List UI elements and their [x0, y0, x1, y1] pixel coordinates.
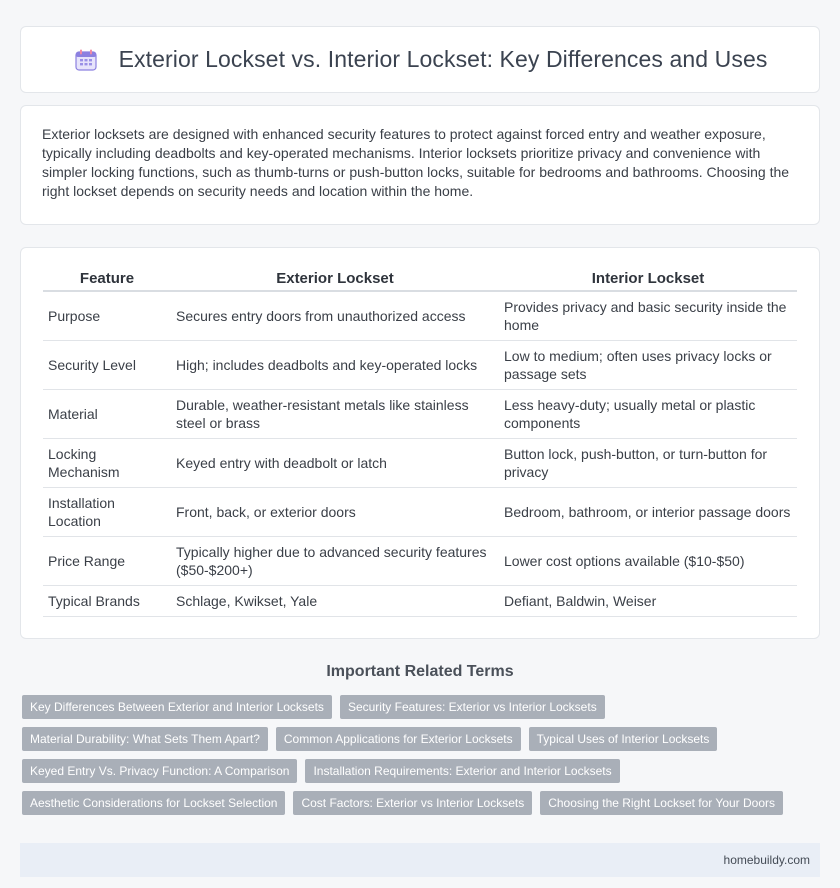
row-feature: Locking Mechanism — [43, 438, 171, 487]
table-header-row — [43, 266, 797, 291]
row-feature: Security Level — [43, 340, 171, 389]
related-term-tag[interactable]: Security Features: Exterior vs Interior Locksets — [340, 695, 605, 719]
row-interior: Less heavy-duty; usually metal or plastic components — [499, 389, 797, 438]
row-feature: Typical Brands — [43, 585, 171, 616]
table-row — [43, 438, 797, 487]
related-term-tag[interactable]: Common Applications for Exterior Locksets — [276, 727, 521, 751]
table-row — [43, 585, 797, 616]
column-header-exterior: Exterior Lockset — [171, 266, 499, 291]
related-term-tag[interactable]: Choosing the Right Lockset for Your Doors — [540, 791, 783, 815]
table-row — [43, 340, 797, 389]
related-term-tag[interactable]: Material Durability: What Sets Them Apart? — [22, 727, 268, 751]
related-terms-list — [22, 695, 820, 823]
row-exterior: Keyed entry with deadbolt or latch — [171, 438, 499, 487]
table-row — [43, 389, 797, 438]
intro-text: Exterior locksets are designed with enhanced security features to protect against forced entry and weather exposure, typically including deadbolts and key-operated mechanisms. Interior locksets prioritize privacy and convenience with simpler locking functions, such as thumb-turns or push-button locks, suitable for bedrooms and bathrooms. Choosing the right lockset depends on security needs and location within the home. — [42, 126, 790, 199]
related-term-tag[interactable]: Key Differences Between Exterior and Interior Locksets — [22, 695, 332, 719]
related-term-tag[interactable]: Aesthetic Considerations for Lockset Selection — [22, 791, 285, 815]
row-interior: Provides privacy and basic security inside the home — [499, 291, 797, 340]
row-exterior: Typically higher due to advanced security features ($50-$200+) — [171, 536, 499, 585]
page-title: Exterior Lockset vs. Interior Lockset: Key Differences and Uses — [118, 46, 768, 72]
related-term-tag[interactable]: Installation Requirements: Exterior and Interior Locksets — [305, 759, 619, 783]
comparison-table-card — [20, 247, 820, 639]
related-terms-title: Important Related Terms — [326, 663, 514, 680]
row-feature: Material — [43, 389, 171, 438]
comparison-table — [43, 266, 797, 617]
row-exterior: High; includes deadbolts and key-operated locks — [171, 340, 499, 389]
table-row — [43, 487, 797, 536]
row-exterior: Durable, weather-resistant metals like stainless steel or brass — [171, 389, 499, 438]
related-term-tag[interactable]: Cost Factors: Exterior vs Interior Locksets — [293, 791, 532, 815]
row-feature: Price Range — [43, 536, 171, 585]
row-interior: Low to medium; often uses privacy locks or passage sets — [499, 340, 797, 389]
row-feature: Purpose — [43, 291, 171, 340]
intro-card — [20, 105, 820, 225]
calendar-icon — [73, 47, 99, 73]
column-header-interior: Interior Lockset — [499, 266, 797, 291]
row-exterior: Schlage, Kwikset, Yale — [171, 585, 499, 616]
table-row — [43, 291, 797, 340]
row-interior: Defiant, Baldwin, Weiser — [499, 585, 797, 616]
row-interior: Button lock, push-button, or turn-button for privacy — [499, 438, 797, 487]
header-card — [20, 26, 820, 93]
related-term-tag[interactable]: Typical Uses of Interior Locksets — [529, 727, 718, 751]
column-header-feature: Feature — [43, 266, 171, 291]
footer-site-link[interactable]: homebuildy.com — [723, 853, 810, 867]
table-row — [43, 536, 797, 585]
footer — [20, 843, 820, 877]
related-term-tag[interactable]: Keyed Entry Vs. Privacy Function: A Comparison — [22, 759, 297, 783]
row-interior: Lower cost options available ($10-$50) — [499, 536, 797, 585]
row-interior: Bedroom, bathroom, or interior passage doors — [499, 487, 797, 536]
row-exterior: Front, back, or exterior doors — [171, 487, 499, 536]
row-exterior: Secures entry doors from unauthorized access — [171, 291, 499, 340]
row-feature: Installation Location — [43, 487, 171, 536]
